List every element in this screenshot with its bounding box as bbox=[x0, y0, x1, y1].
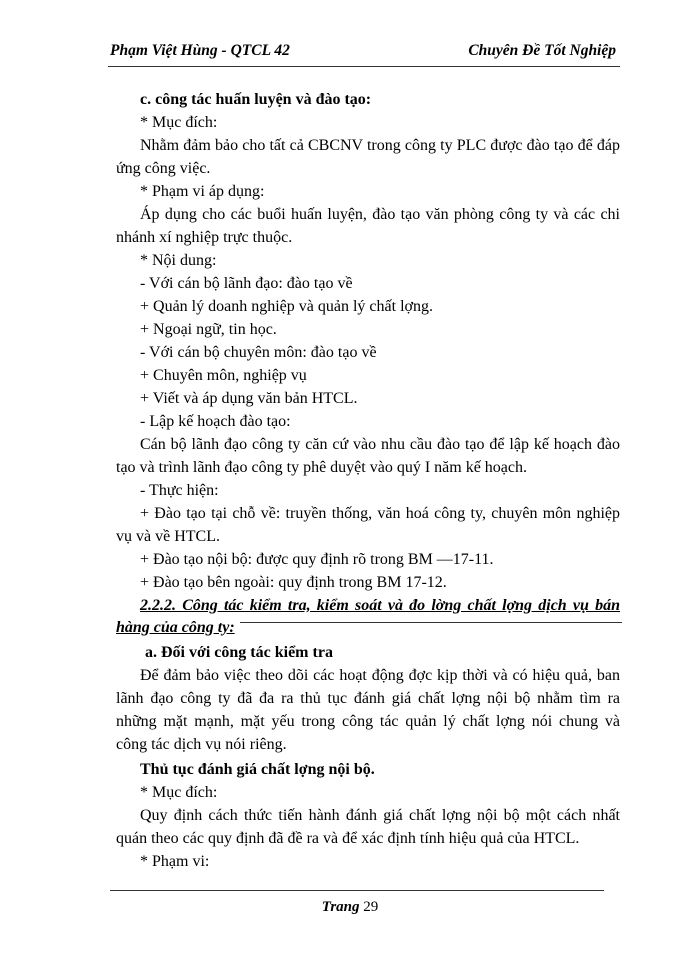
list-item: + Viết và áp dụng văn bản HTCL. bbox=[140, 390, 358, 407]
list-item: + Chuyên môn, nghiệp vụ bbox=[140, 367, 307, 384]
paragraph-line: Nhằm đảm bảo cho tất cả CBCNV trong công ty PLC được đào tạo để đáp bbox=[140, 137, 620, 154]
list-item: - Với cán bộ lãnh đạo: đào tạo về bbox=[140, 275, 353, 292]
list-item: - Lập kế hoạch đào tạo: bbox=[140, 413, 291, 430]
paragraph-line: công tác dịch vụ nói riêng. bbox=[116, 736, 287, 753]
footer-rule bbox=[110, 890, 604, 891]
list-item: - Với cán bộ chuyên môn: đào tạo về bbox=[140, 344, 377, 361]
page-number: 29 bbox=[363, 899, 379, 915]
paragraph-line: tạo và trình lãnh đạo công ty phê duyệt vào quý I năm kế hoạch. bbox=[116, 459, 527, 476]
section-heading: 2.2.2. Công tác kiểm tra, kiểm soát và đo lờng chất lợng dịch vụ bán bbox=[140, 597, 620, 614]
paragraph-line: quán theo các quy định đã đề ra và để xác định tính hiệu quả của HTCL. bbox=[116, 830, 580, 847]
paragraph-line: Cán bộ lãnh đạo công ty căn cứ vào nhu cầu đào tạo để lập kế hoạch đào bbox=[140, 436, 620, 453]
paragraph-line: Để đảm bảo việc theo dõi các hoạt động đợc kịp thời và có hiệu quả, ban bbox=[140, 667, 620, 684]
header-author: Phạm Việt Hùng - QTCL 42 bbox=[110, 42, 290, 59]
paragraph-line: Áp dụng cho các buổi huấn luyện, đào tạo văn phòng công ty và các chi bbox=[140, 206, 620, 223]
footer-page-label: Trang bbox=[321, 899, 360, 915]
page-footer bbox=[0, 899, 700, 916]
paragraph-line: * Nội dung: bbox=[140, 252, 217, 269]
subheading-inspection: a. Đối với công tác kiểm tra bbox=[145, 644, 333, 661]
page-header bbox=[108, 40, 620, 67]
list-item: + Đào tạo nội bộ: được quy định rõ trong BM —17-11. bbox=[140, 551, 494, 568]
section-rule bbox=[240, 622, 622, 623]
list-item: + Ngoại ngữ, tin học. bbox=[140, 321, 277, 338]
paragraph-line: nhánh xí nghiệp trực thuộc. bbox=[116, 229, 293, 246]
list-item: + Đào tạo bên ngoài: quy định trong BM 17-12. bbox=[140, 574, 447, 591]
procedure-heading: Thủ tục đánh giá chất lợng nội bộ. bbox=[140, 761, 375, 778]
section-heading-cont: hàng của công ty: bbox=[116, 619, 235, 636]
list-item: + Đào tạo tại chỗ về: truyền thống, văn hoá công ty, chuyên môn nghiệp bbox=[140, 505, 620, 522]
paragraph-line: Quy định cách thức tiến hành đánh giá chất lợng nội bộ một cách nhất bbox=[140, 807, 620, 824]
paragraph-line: * Phạm vi: bbox=[140, 853, 210, 870]
list-item: - Thực hiện: bbox=[140, 482, 219, 499]
paragraph-line: vụ và về HTCL. bbox=[116, 528, 220, 545]
paragraph-line: ứng công việc. bbox=[116, 160, 211, 177]
paragraph-line: những mặt mạnh, mặt yếu trong công tác quản lý chất lợng nói chung và bbox=[116, 713, 620, 730]
paragraph-line: lãnh đạo công ty đã đa ra thủ tục đánh giá chất lợng nội bộ nhằm tìm ra bbox=[116, 690, 620, 707]
paragraph-line: * Phạm vi áp dụng: bbox=[140, 183, 265, 200]
list-item: + Quản lý doanh nghiệp và quản lý chất lợng. bbox=[140, 298, 433, 315]
heading-training: c. công tác huấn luyện và đào tạo: bbox=[140, 91, 372, 108]
paragraph-line: * Mục đích: bbox=[140, 114, 218, 131]
header-title: Chuyên Đề Tốt Nghiệp bbox=[468, 42, 616, 59]
paragraph-line: * Mục đích: bbox=[140, 784, 218, 801]
